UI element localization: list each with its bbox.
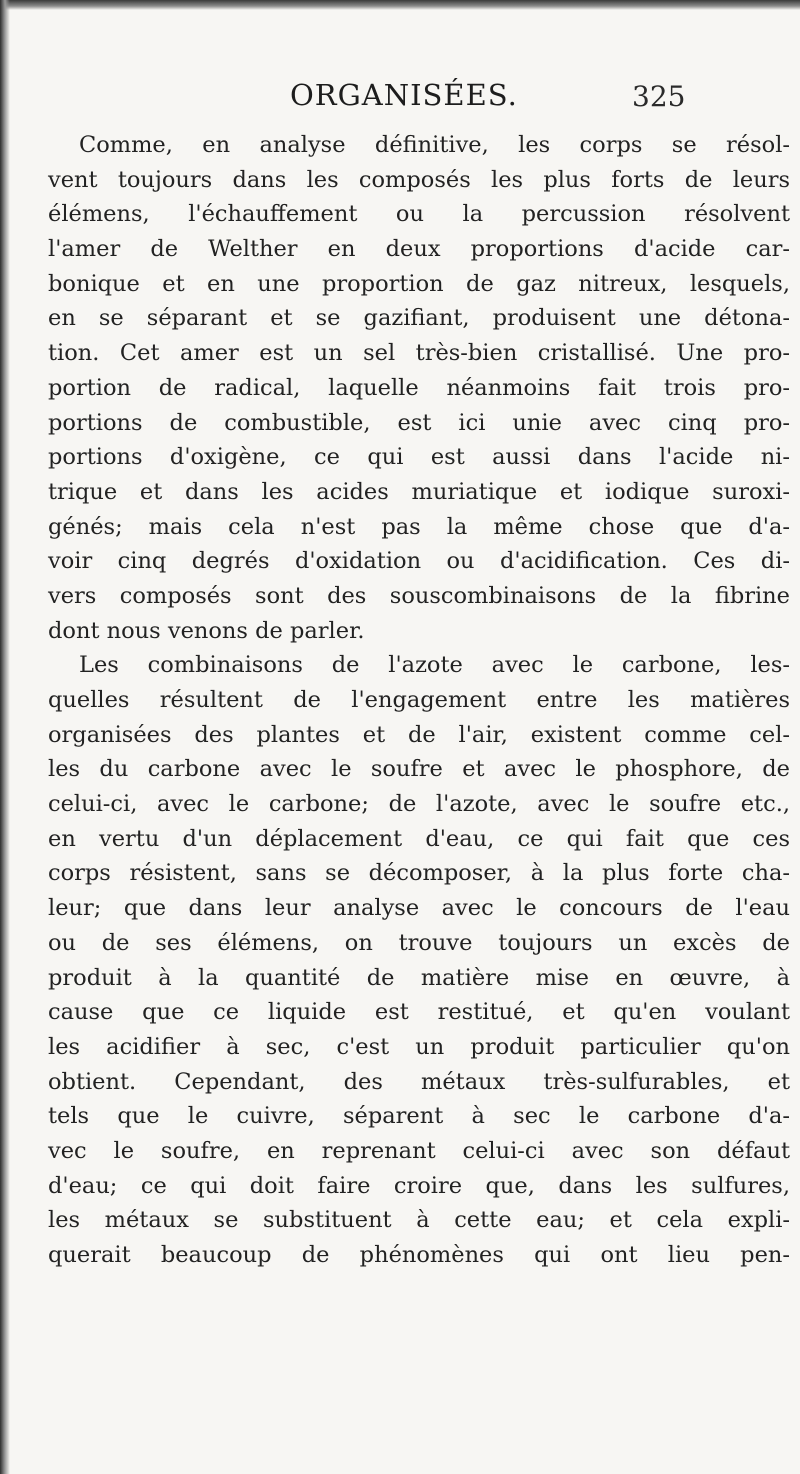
text-line: en vertu d'un déplacement d'eau, ce qui fait que ces (48, 825, 790, 852)
text-line: voir cinq degrés d'oxidation ou d'acidification. Ces di- (48, 548, 790, 575)
text-line: tels que le cuivre, séparent à sec le carbone d'a- (48, 1103, 790, 1130)
text-line: organisées des plantes et de l'air, existent comme cel- (48, 721, 790, 748)
running-title: ORGANISÉES. (290, 78, 518, 112)
text-line: les métaux se substituent à cette eau; et cela expli- (48, 1207, 790, 1234)
scan-shadow-left (0, 0, 10, 1474)
text-line: Les combinaisons de l'azote avec le carbone, les- (79, 652, 790, 679)
text-line: trique et dans les acides muriatique et iodique suroxi- (48, 478, 790, 505)
text-line: tion. Cet amer est un sel très-bien cristallisé. Une pro- (48, 340, 790, 367)
text-line: quelles résultent de l'engagement entre les matières (48, 687, 790, 713)
text-line: l'amer de Welther en deux proportions d'acide car- (48, 236, 790, 263)
text-line: dont nous venons de parler. (48, 617, 365, 644)
text-line: portions de combustible, est ici unie avec cinq pro- (48, 409, 790, 436)
page-header (0, 78, 800, 118)
text-line: ou de ses élémens, on trouve toujours un excès de (48, 929, 790, 956)
scan-shadow-top (0, 0, 800, 10)
text-line: Comme, en analyse définitive, les corps se résol- (79, 132, 790, 158)
text-line: portion de radical, laquelle néanmoins fait trois pro- (48, 374, 790, 401)
body-text (48, 128, 790, 1273)
text-line: celui-ci, avec le carbone; de l'azote, avec le soufre etc., (48, 791, 790, 818)
text-line: les acidifier à sec, c'est un produit particulier qu'on (48, 1033, 790, 1060)
page-number: 325 (632, 80, 686, 113)
text-line: les du carbone avec le soufre et avec le phosphore, de (48, 756, 790, 783)
text-line: bonique et en une proportion de gaz nitreux, lesquels, (48, 270, 790, 297)
text-line: élémens, l'échauffement ou la percussion résolvent (48, 201, 790, 228)
text-line: portions d'oxigène, ce qui est aussi dans l'acide ni- (48, 444, 790, 471)
text-line: génés; mais cela n'est pas la même chose que d'a- (48, 513, 790, 540)
text-line: vent toujours dans les composés les plus forts de leurs (48, 166, 790, 193)
text-line: d'eau; ce qui doit faire croire que, dans les sulfures, (48, 1172, 790, 1199)
text-line: vec le soufre, en reprenant celui-ci avec son défaut (48, 1137, 790, 1164)
text-line: en se séparant et se gazifiant, produisent une détona- (48, 305, 790, 332)
text-line: obtient. Cependant, des métaux très-sulfurables, et (48, 1068, 790, 1095)
text-line: corps résistent, sans se décomposer, à la plus forte cha- (48, 860, 790, 887)
text-line: cause que ce liquide est restitué, et qu'en voulant (48, 999, 790, 1026)
text-line: produit à la quantité de matière mise en œuvre, à (48, 964, 790, 991)
text-line: querait beaucoup de phénomènes qui ont lieu pen- (48, 1242, 790, 1268)
text-line: vers composés sont des souscombinaisons de la fibrine (48, 582, 790, 609)
text-line: leur; que dans leur analyse avec le concours de l'eau (48, 895, 790, 922)
